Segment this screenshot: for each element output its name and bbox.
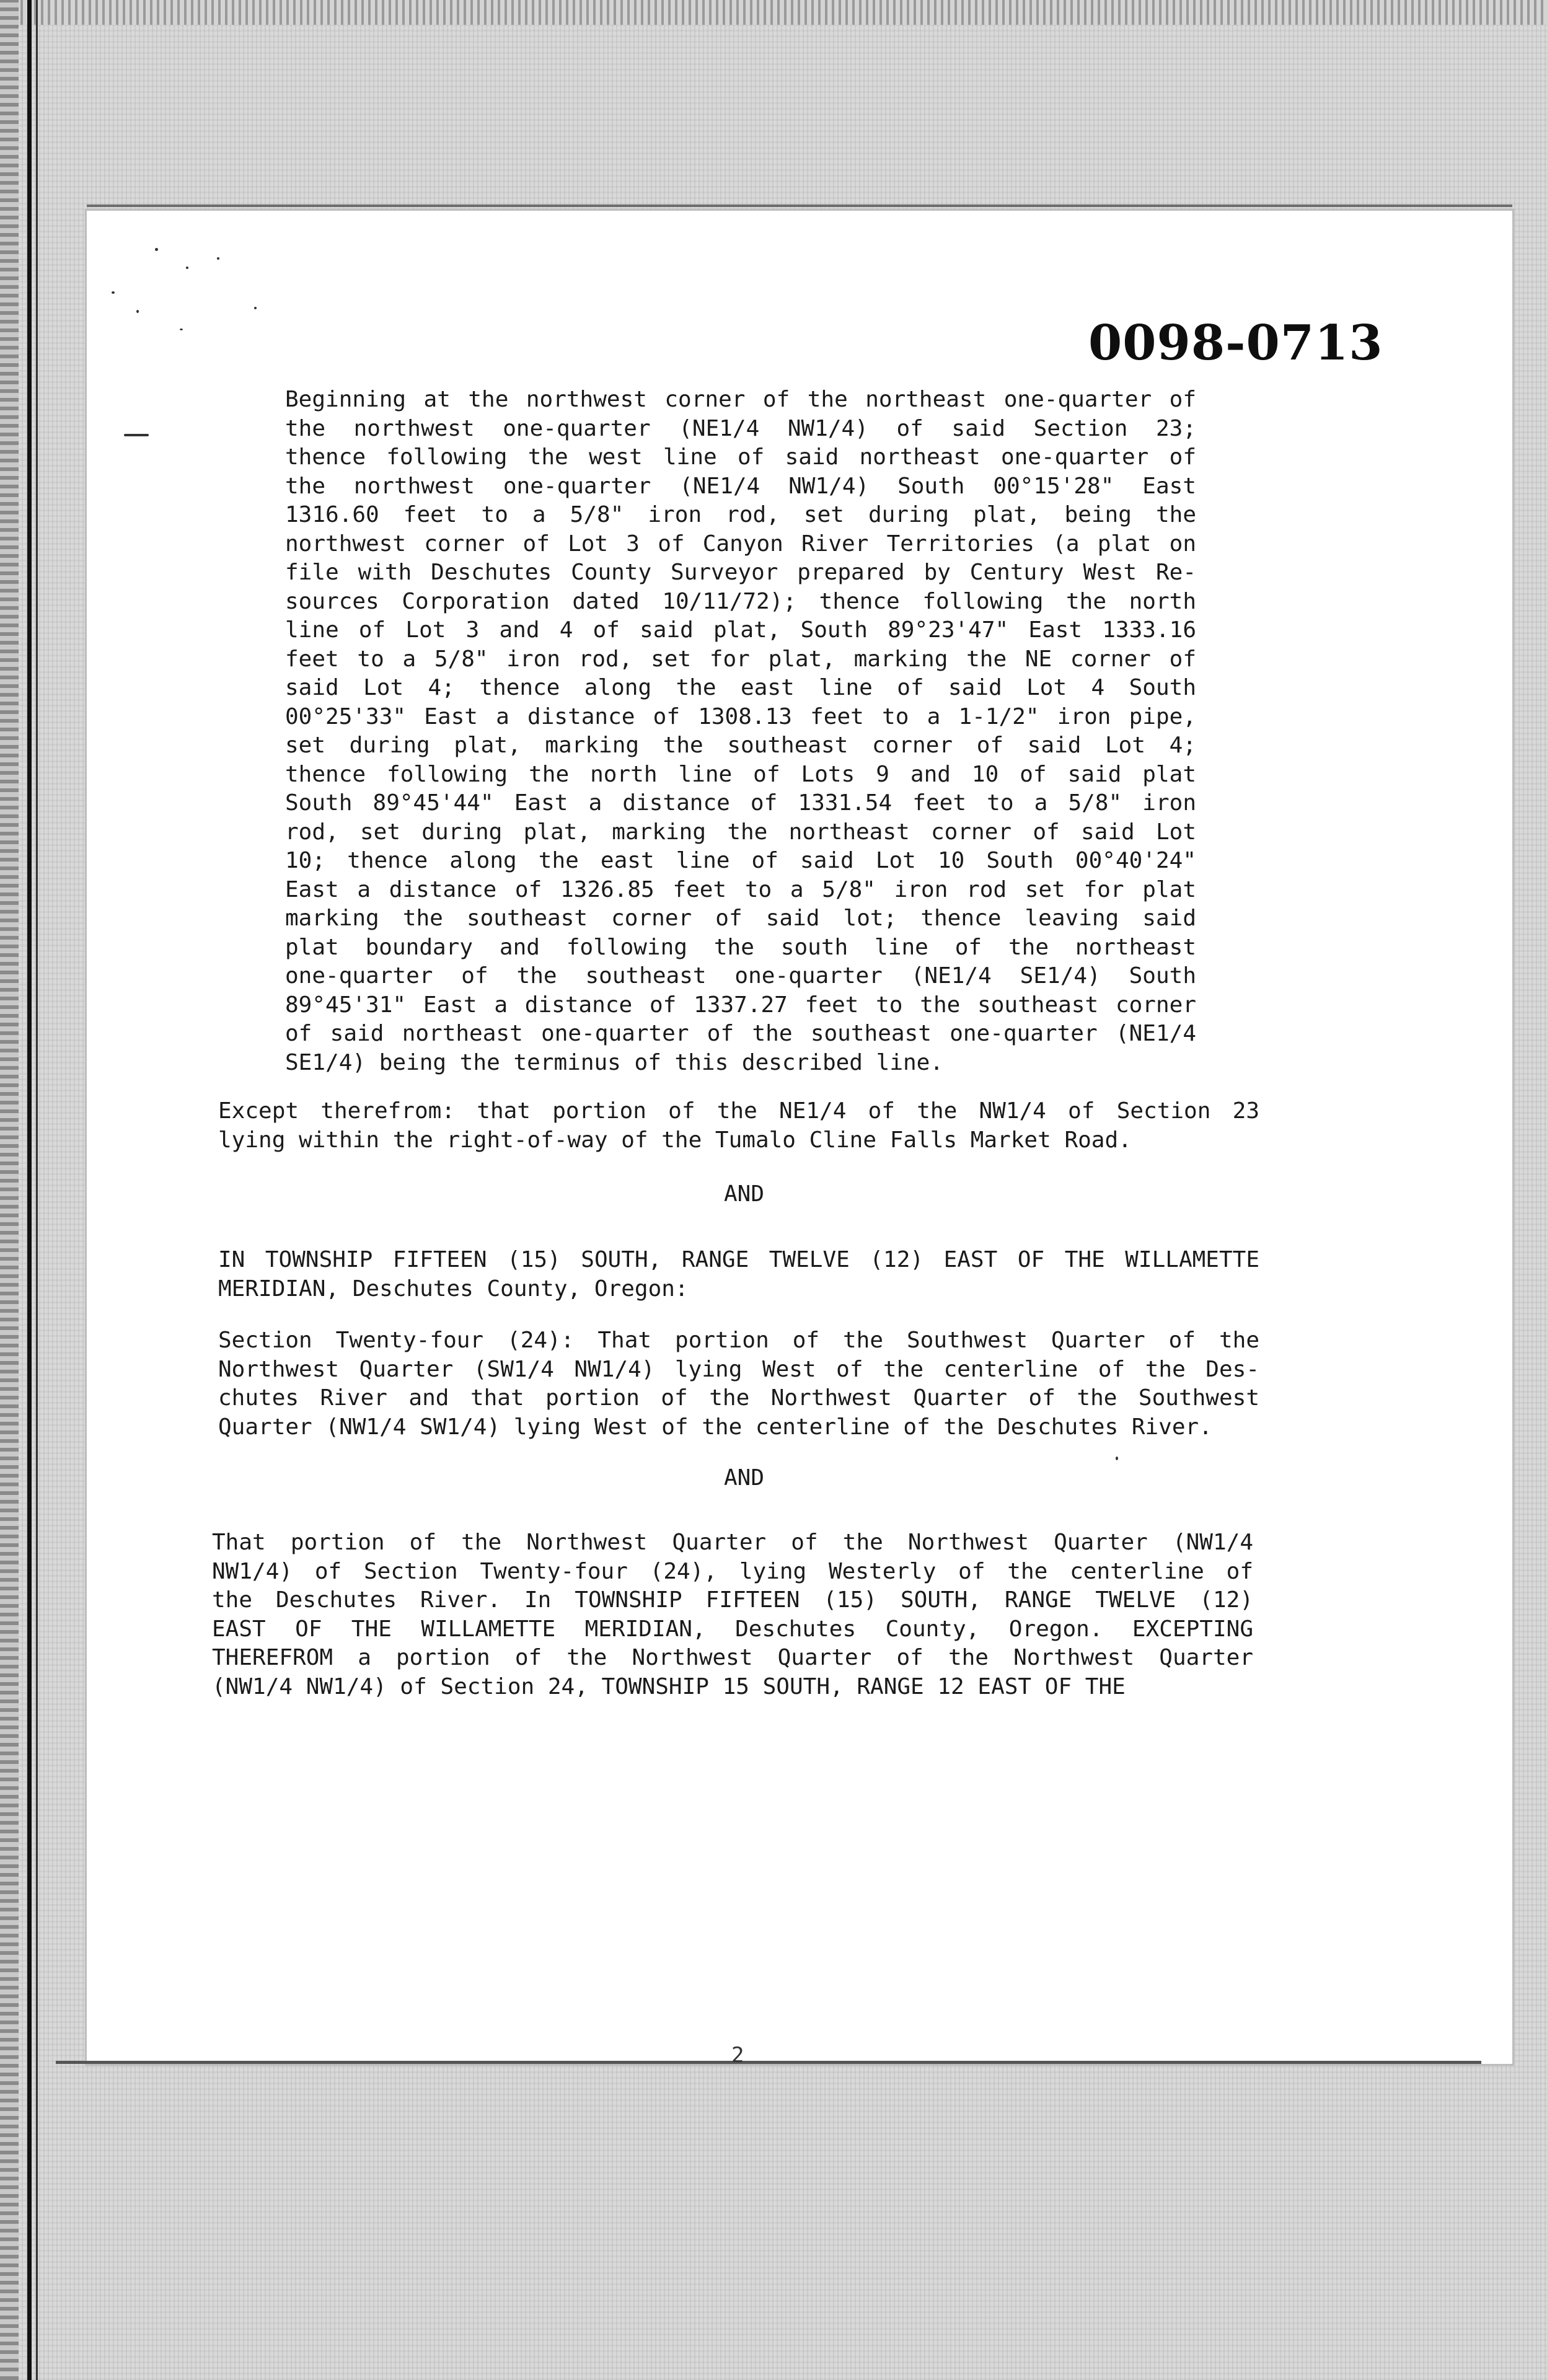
scan-speck [217, 257, 219, 260]
text-line: EAST OF THE WILLAMETTE MERIDIAN, Deschutes County, Oregon. EXCEPTING [212, 1616, 1253, 1642]
and-separator: AND [724, 1181, 765, 1207]
scan-speck [155, 248, 158, 251]
text-line: Beginning at the northwest corner of the northeast one-quarter of [285, 387, 1196, 412]
text-line: one-quarter of the southeast one-quarter (NE1/4 SE1/4) South [285, 963, 1196, 989]
scan-speck [254, 307, 257, 309]
legal-description-paragraph [285, 386, 1196, 1077]
text-line: Section Twenty-four (24): That portion of the Southwest Quarter of the [218, 1328, 1259, 1353]
text-line: NW1/4) of Section Twenty-four (24), lying Westerly of the centerline of [212, 1558, 1253, 1584]
text-line: That portion of the Northwest Quarter of the Northwest Quarter (NW1/4 [212, 1530, 1253, 1555]
scanner-top-edge [0, 0, 1547, 25]
text-line: Northwest Quarter (SW1/4 NW1/4) lying West of the centerline of the Des- [218, 1356, 1259, 1382]
text-line: Quarter (NW1/4 SW1/4) lying West of the centerline of the Deschutes River. [218, 1414, 1212, 1440]
paper-bottom-edge [56, 2061, 1481, 2064]
text-line: northwest corner of Lot 3 of Canyon River Territories (a plat on [285, 531, 1196, 557]
page-number: 2 [731, 2043, 744, 2068]
text-line: set during plat, marking the southeast corner of said Lot 4; [285, 733, 1196, 758]
text-line: Except therefrom: that portion of the NE1/4 of the NW1/4 of Section 23 [218, 1098, 1259, 1124]
text-line: 10; thence along the east line of said Lot 10 South 00°40'24" [285, 848, 1196, 873]
text-line: the northwest one-quarter (NE1/4 NW1/4) South 00°15'28" East [285, 473, 1196, 499]
document-number: 0098-0713 [1088, 315, 1383, 371]
text-line: IN TOWNSHIP FIFTEEN (15) SOUTH, RANGE TWELVE (12) EAST OF THE WILLAMETTE [218, 1247, 1259, 1272]
binding-line-thin [36, 0, 38, 2380]
scan-speck [186, 267, 188, 269]
text-line: sources Corporation dated 10/11/72); thence following the north [285, 588, 1196, 614]
text-line: thence following the north line of Lots 9 and 10 of said plat [285, 761, 1196, 787]
text-line: THEREFROM a portion of the Northwest Quarter of the Northwest Quarter [212, 1645, 1253, 1670]
text-line: MERIDIAN, Deschutes County, Oregon: [218, 1276, 689, 1302]
text-line: marking the southeast corner of said lot; thence leaving said [285, 906, 1196, 931]
scan-speck [136, 310, 139, 313]
text-line: South 89°45'44" East a distance of 1331.54 feet to a 5/8" iron [285, 790, 1196, 816]
text-line: thence following the west line of said northeast one-quarter of [285, 444, 1196, 470]
scanner-left-edge [0, 0, 19, 2380]
text-line: (NW1/4 NW1/4) of Section 24, TOWNSHIP 15 SOUTH, RANGE 12 EAST OF THE [212, 1673, 1126, 1699]
scan-speck [112, 291, 115, 294]
scan-speck [1116, 1457, 1118, 1460]
text-line: East a distance of 1326.85 feet to a 5/8" iron rod set for plat [285, 876, 1196, 902]
township-paragraph [218, 1246, 1259, 1303]
text-line: SE1/4) being the terminus of this described line. [285, 1049, 944, 1075]
text-line: 1316.60 feet to a 5/8" iron rod, set during plat, being the [285, 502, 1196, 527]
paper-top-edge [87, 205, 1512, 207]
text-line: 89°45'31" East a distance of 1337.27 feet to the southeast corner [285, 992, 1196, 1018]
scan-speck [180, 328, 183, 330]
text-line: line of Lot 3 and 4 of said plat, South 89°23'47" East 1333.16 [285, 617, 1196, 643]
text-line: file with Deschutes County Surveyor prepared by Century West Re- [285, 560, 1196, 585]
text-line: rod, set during plat, marking the northeast corner of said Lot [285, 819, 1196, 845]
binding-line [27, 0, 32, 2380]
section-24-paragraph [218, 1326, 1259, 1442]
except-paragraph [218, 1097, 1259, 1155]
text-line: lying within the right-of-way of the Tumalo Cline Falls Market Road. [218, 1127, 1132, 1153]
text-line: chutes River and that portion of the Northwest Quarter of the Southwest [218, 1385, 1259, 1411]
text-line: 00°25'33" East a distance of 1308.13 feet to a 1-1/2" iron pipe, [285, 703, 1196, 729]
northwest-quarter-paragraph [212, 1528, 1253, 1701]
text-line: the northwest one-quarter (NE1/4 NW1/4) of said Section 23; [285, 415, 1196, 441]
text-line: the Deschutes River. In TOWNSHIP FIFTEEN (15) SOUTH, RANGE TWELVE (12) [212, 1587, 1253, 1613]
text-line: feet to a 5/8" iron rod, set for plat, marking the NE corner of [285, 646, 1196, 672]
and-separator: AND [724, 1465, 765, 1491]
scan-mark [124, 434, 149, 436]
text-line: of said northeast one-quarter of the southeast one-quarter (NE1/4 [285, 1021, 1196, 1046]
text-line: said Lot 4; thence along the east line of said Lot 4 South [285, 675, 1196, 700]
text-line: plat boundary and following the south line of the northeast [285, 934, 1196, 960]
